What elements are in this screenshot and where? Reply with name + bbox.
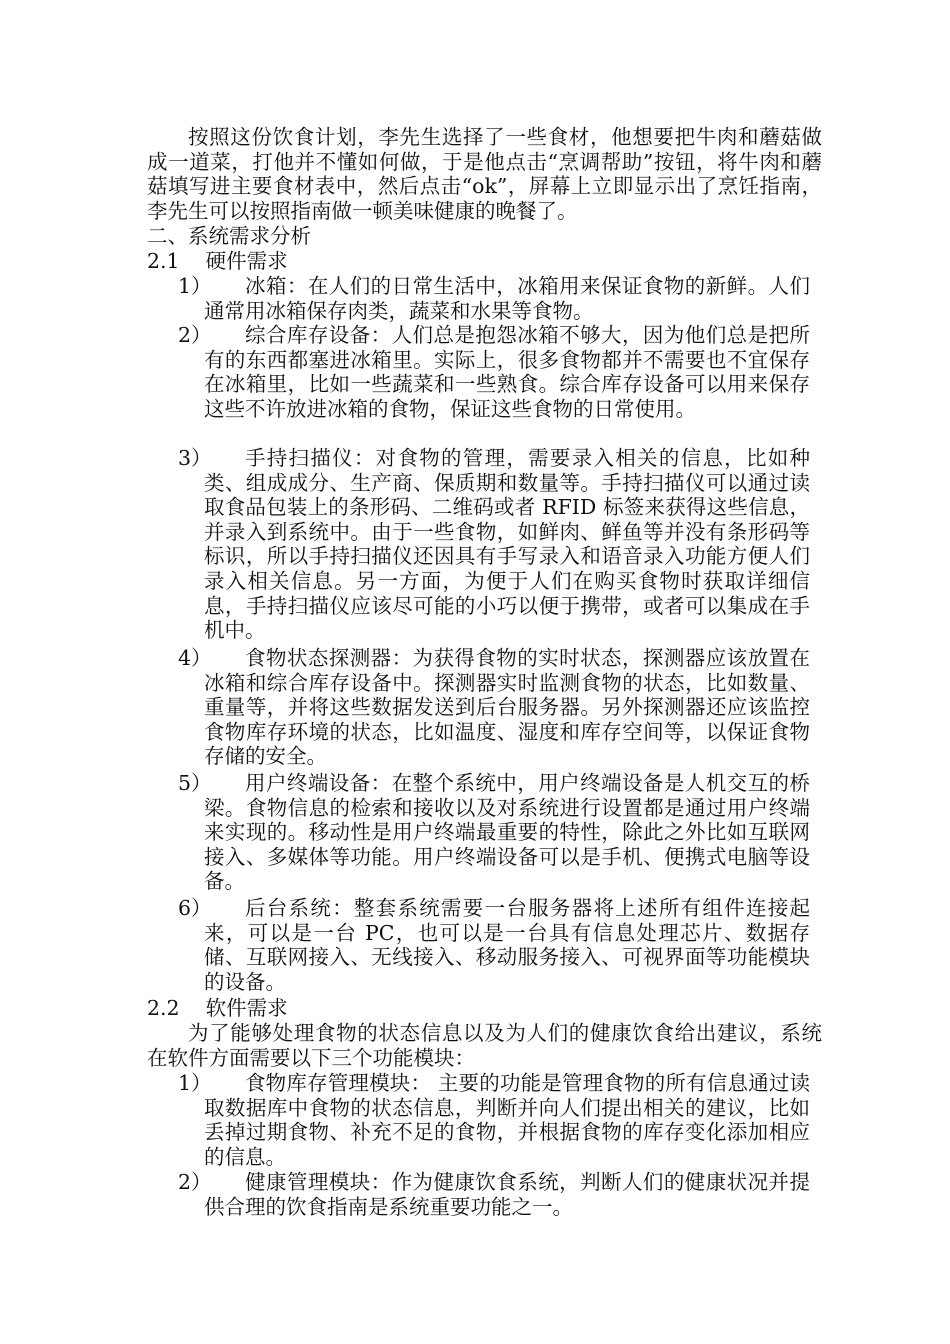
list-number: 2）: [178, 323, 212, 347]
list-item-text: 用户终端设备：在整个系统中，用户终端设备是人机交互的桥梁。食物信息的检索和接收以及对系统进行设置都是通过用户终端来实现的。移动性是用户终端最重要的特性，除此之外比如互联网接入、多媒体等功能。用户终端设备可以是手机、便携式电脑等设备。: [204, 771, 810, 894]
list-item-text: 后台系统：整套系统需要一台服务器将上述所有组件连接起来，可以是一台 PC，也可以是一台具有信息处理芯片、数据存储、互联网接入、无线接入、移动服务接入、可视界面等功能模块的设备。: [204, 896, 810, 994]
software-intro: 为了能够处理食物的状态信息以及为人们的健康饮食给出建议，系统在软件方面需要以下三个功能模块：: [147, 1021, 822, 1070]
list-item-text: 手持扫描仪：对食物的管理，需要录入相关的信息，比如种类、组成成分、生产商、保质期和数量等。手持扫描仪可以通过读取食品包装上的条形码、二维码或者 RFID 标签来获得这些信息，并录入到系统中。由于一些食物，如鲜肉、鲜鱼等并没有条形码等标识，所以手持扫描仪还因具有手写录入和语音录入功能方便人们录入相关信息。另一方面，为便于人们在购买食物时获取详细信息，手持扫描仪应该尽可能的小巧以便于携带，或者可以集成在手机中。: [204, 446, 810, 643]
list-number: 6）: [178, 896, 212, 920]
list-number: 4）: [178, 646, 212, 670]
list-number: 3）: [178, 446, 212, 470]
list-item-text: 食物状态探测器：为获得食物的实时状态，探测器应该放置在冰箱和综合库存设备中。探测器实时监测食物的状态，比如数量、重量等，并将这些数据发送到后台服务器。另外探测器还应该监控食物库存环境的状态，比如温度、湿度和库存空间等，以保证食物存储的安全。: [204, 646, 810, 769]
list-number: 5）: [178, 771, 212, 795]
list-item-text: 冰箱：在人们的日常生活中，冰箱用来保证食物的新鲜。人们通常用冰箱保存肉类，蔬菜和水果等食物。: [204, 274, 810, 323]
list-number: 1）: [178, 1071, 212, 1095]
intro-paragraph: 按照这份饮食计划，李先生选择了一些食材，他想要把牛肉和蘑菇做成一道菜，打他并不懂如何做，于是他点击“烹调帮助”按钮，将牛肉和蘑菇填写进主要食材表中，然后点击“ok”，屏幕上立即显示出了烹饪指南，李先生可以按照指南做一顿美味健康的晚餐了。: [147, 125, 822, 223]
hardware-heading: 2.1 硬件需求: [147, 249, 288, 273]
list-item-text: 健康管理模块：作为健康饮食系统，判断人们的健康状况并提供合理的饮食指南是系统重要功能之一。: [204, 1170, 810, 1219]
list-item-text: 食物库存管理模块： 主要的功能是管理食物的所有信息通过读取数据库中食物的状态信息，判断并向人们提出相关的建议，比如丢掉过期食物、补充不足的食物，并根据食物的库存变化添加相应的信息。: [204, 1071, 810, 1169]
section-title: 二、系统需求分析: [147, 224, 311, 248]
software-heading: 2.2 软件需求: [147, 996, 288, 1020]
list-number: 2）: [178, 1170, 212, 1194]
list-number: 1）: [178, 274, 212, 298]
list-item-text: 综合库存设备：人们总是抱怨冰箱不够大，因为他们总是把所有的东西都塞进冰箱里。实际上，很多食物都并不需要也不宜保存在冰箱里，比如一些蔬菜和一些熟食。综合库存设备可以用来保存这些不许放进冰箱的食物，保证这些食物的日常使用。: [204, 323, 810, 421]
